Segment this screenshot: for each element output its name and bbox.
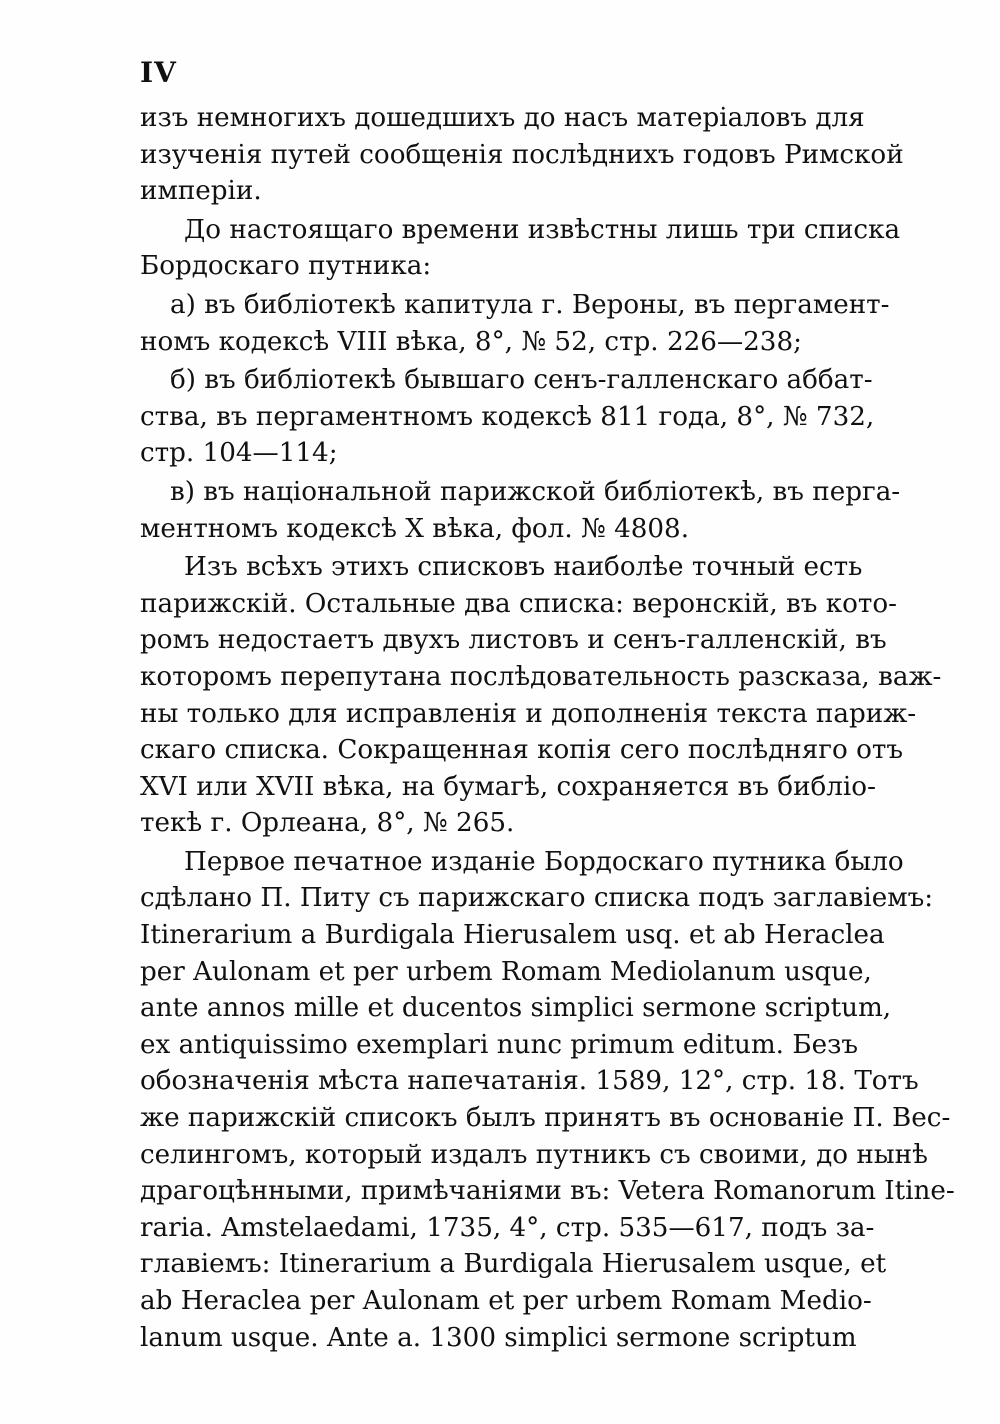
text-line: селингомъ, который издалъ путникъ съ своими, до нынѣ: [140, 1139, 928, 1170]
text-line: raria. Amstelaedami, 1735, 4°, стр. 535—617, подъ за-: [140, 1212, 875, 1243]
text-line: ментномъ кодексѣ X вѣка, фол. № 4808.: [140, 513, 690, 544]
text-line: изъ немногихъ дошедшихъ до насъ матеріаловъ для: [140, 103, 865, 133]
text-line: сдѣлано П. Питу съ парижскаго списка подъ заглавіемъ:: [140, 883, 934, 914]
text-line: XVI или XVII вѣка, на бумагѣ, сохраняется въ библіо-: [140, 771, 876, 802]
text-line: текѣ г. Орлеана, 8°, № 265.: [140, 808, 515, 839]
text-line: ромъ недостаетъ двухъ листовъ и сенъ-галленскій, въ: [140, 625, 887, 656]
text-line: а) въ библіотекѣ капитула г. Вероны, въ пергамент-: [170, 289, 890, 320]
text-line: Бордоскаго путника:: [140, 251, 432, 282]
text-line: драгоцѣнными, примѣчаніями въ: Vetera Romanorum Itine-: [140, 1176, 955, 1207]
text-line: парижскій. Остальные два списка: веронскій, въ кото-: [140, 588, 898, 619]
text-line: обозначенія мѣста напечатанія. 1589, 12°, стр. 18. Тотъ: [140, 1066, 919, 1097]
text-line: имперіи.: [140, 176, 262, 207]
text-line: До настоящаго времени извѣстны лишь три списка: [184, 214, 901, 245]
text-line: per Aulonam et per urbem Romam Mediolanum usque,: [140, 956, 872, 987]
text-line: Первое печатное изданіе Бордоскаго путника было: [184, 846, 904, 877]
text-line: скаго списка. Сокращенная копія сего послѣдняго отъ: [140, 735, 904, 766]
text-line: стр. 104—114;: [140, 438, 338, 469]
text-line: б) въ библіотекѣ бывшаго сенъ-галленскаго аббат-: [170, 365, 873, 396]
text-line: номъ кодексѣ VIII вѣка, 8°, № 52, стр. 226—238;: [140, 326, 802, 357]
text-line: же парижскій списокъ былъ принятъ въ основаніе П. Вес-: [140, 1103, 951, 1134]
text-line: в) въ національной парижской библіотекѣ, въ перга-: [170, 476, 901, 507]
text-line: lanum usque. Ante a. 1300 simplici sermone scriptum: [140, 1322, 857, 1353]
page-number: IV: [140, 56, 177, 89]
text-line: главіемъ: Itinerarium a Burdigala Hierusalem usque, et: [140, 1249, 887, 1280]
text-line: ства, въ пергаментномъ кодексѣ 811 года, 8°, № 732,: [140, 401, 875, 432]
text-line: Изъ всѣхъ этихъ списковъ наиболѣе точный есть: [184, 552, 863, 583]
body-text: [140, 100, 955, 1356]
text-line: изученія путей сообщенія послѣднихъ годовъ Римской: [140, 139, 904, 170]
text-line: которомъ перепутана послѣдовательность разсказа, важ-: [140, 661, 942, 692]
text-line: ante annos mille et ducentos simplici sermone scriptum,: [140, 993, 892, 1024]
text-line: ex antiquissimo exemplari nunc primum editum. Безъ: [140, 1029, 859, 1060]
text-line: ab Heraclea per Aulonam et per urbem Romam Medio-: [140, 1286, 872, 1316]
text-line: Itinerarium a Burdigala Hierusalem usq. et ab Heraclea: [140, 920, 885, 951]
text-line: ны только для исправленія и дополненія текста париж-: [140, 698, 917, 729]
